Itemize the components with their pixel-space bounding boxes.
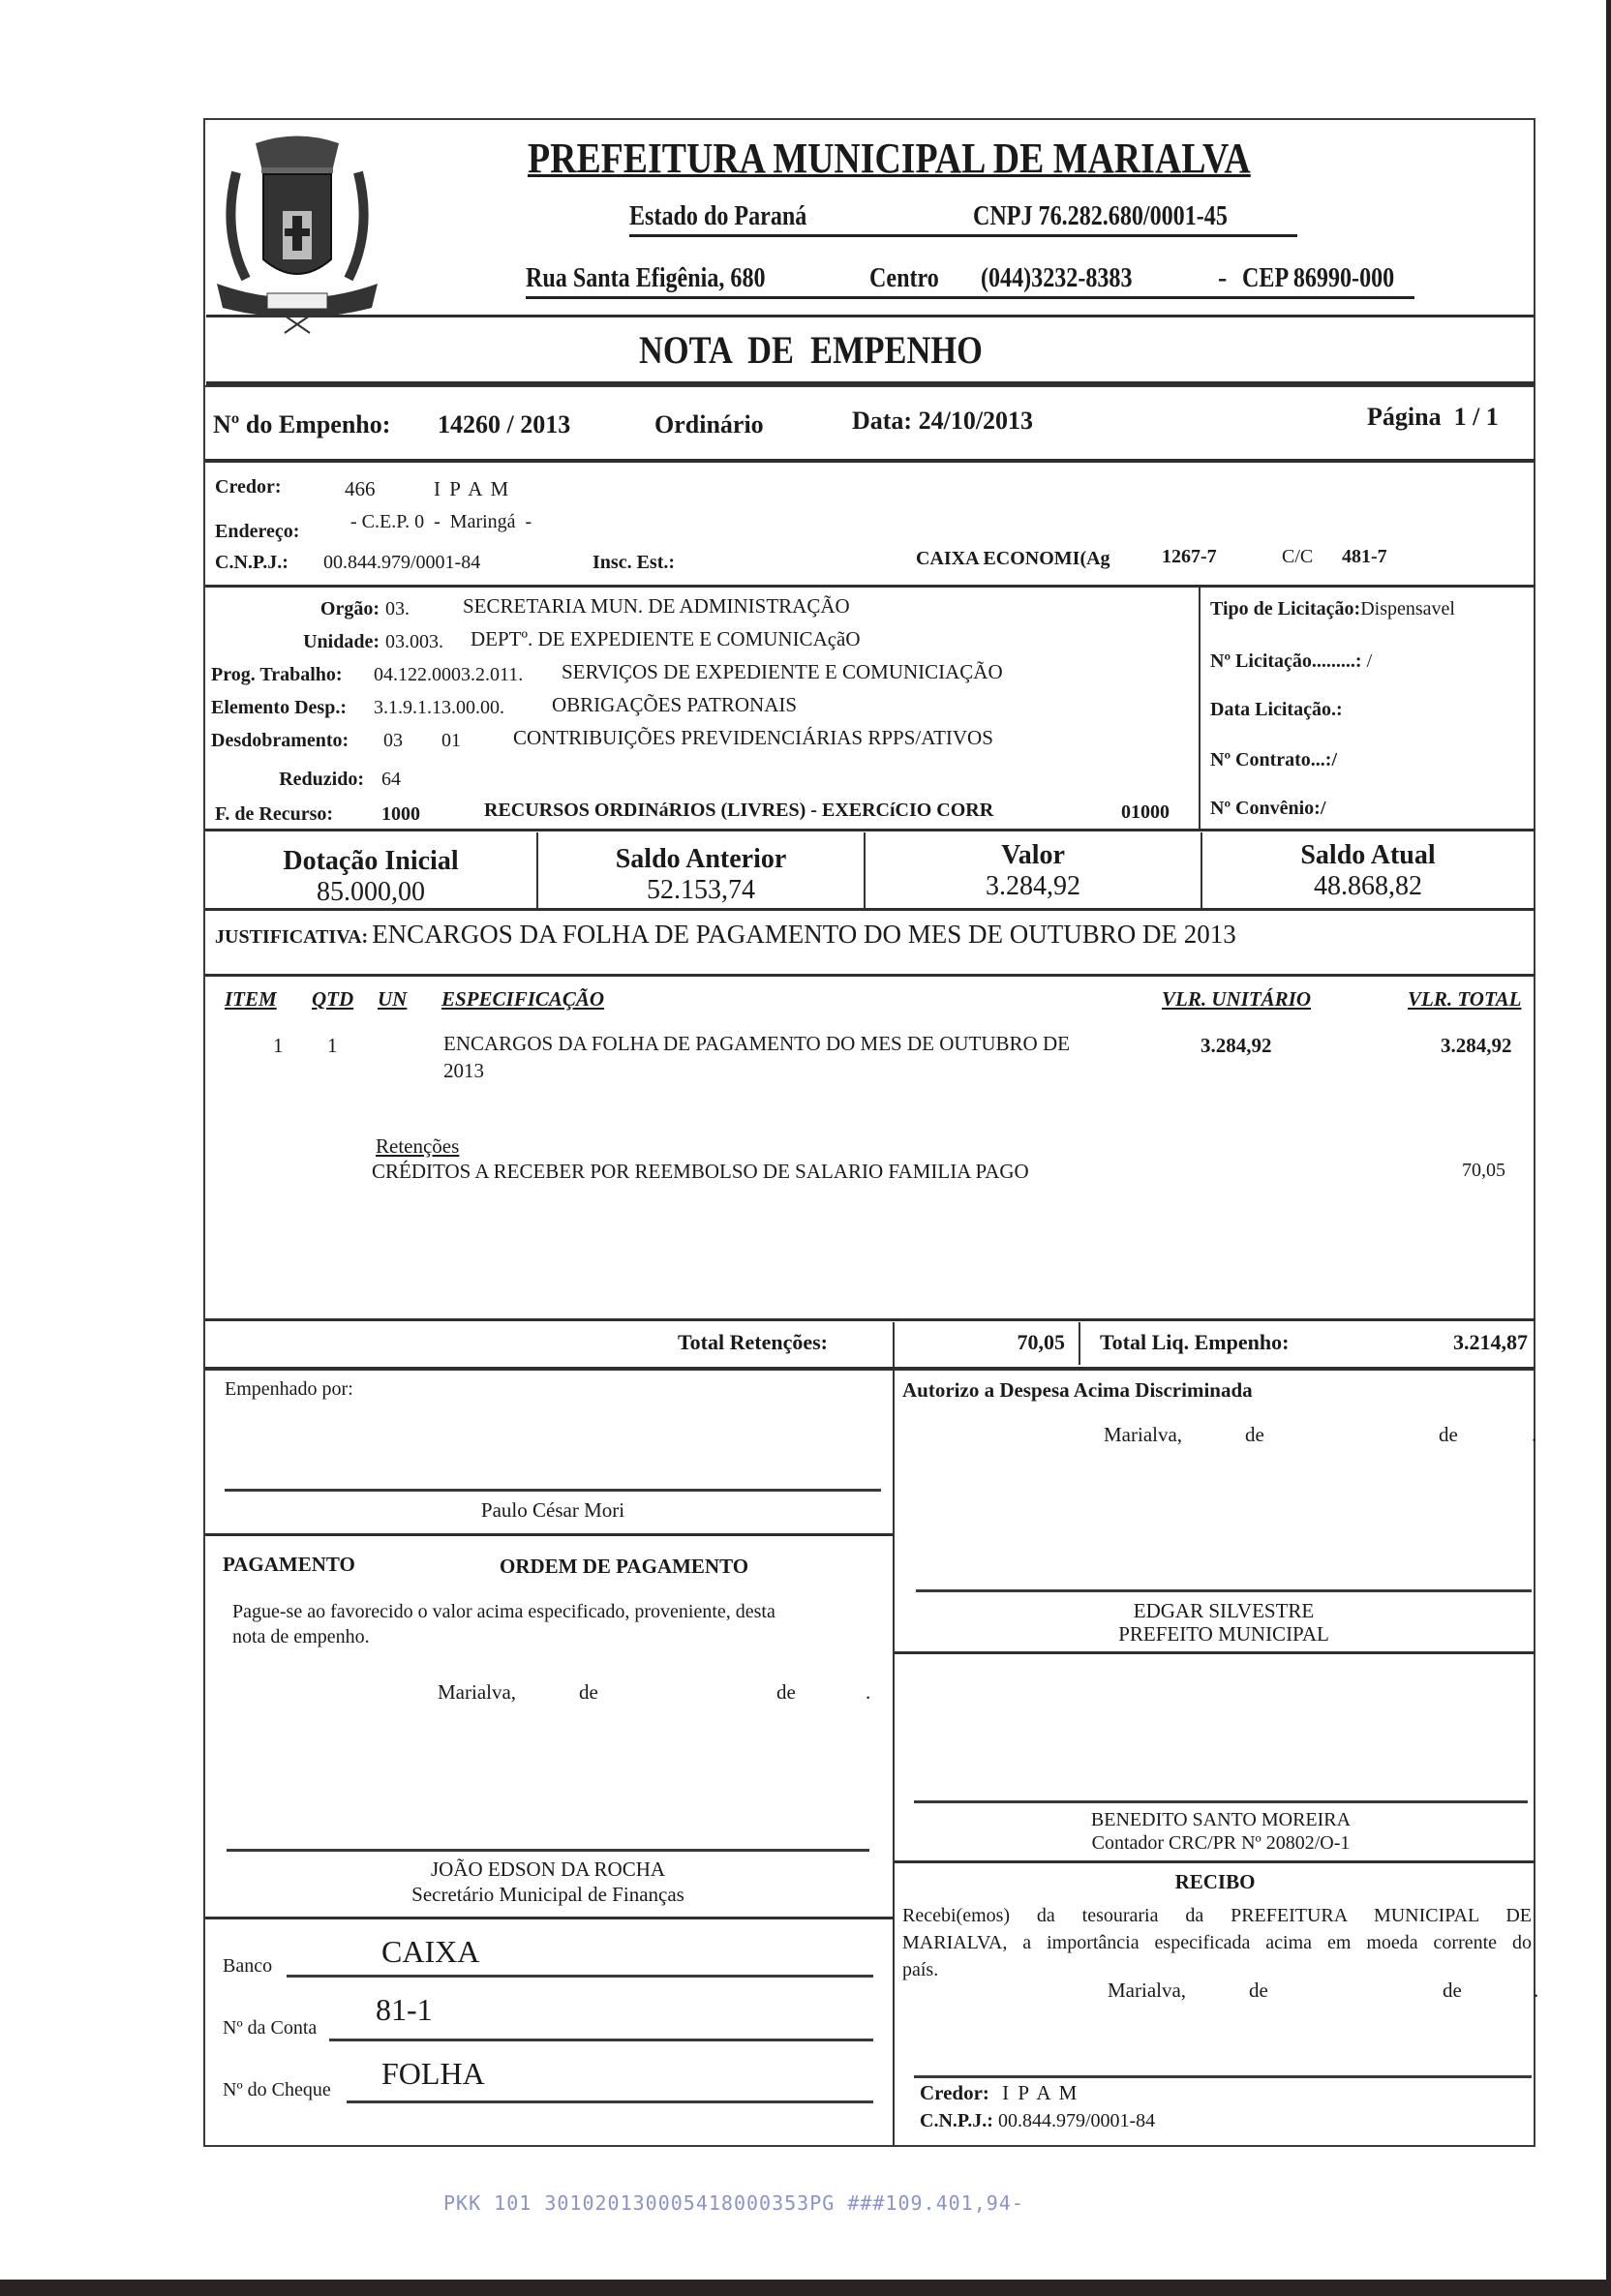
contador-block	[914, 1808, 1528, 1855]
recibo-text-1: Recebi(emos) da tesouraria da PREFEITURA MUNICIPAL DE	[902, 1905, 1532, 1926]
licitacao-numero	[1210, 650, 1372, 673]
recibo-credor-value: I P A M	[1002, 2081, 1079, 2104]
desdobramento-code1: 03	[383, 730, 403, 751]
coat-of-arms-logo	[207, 134, 387, 337]
item-unit-value: 3.284,92	[1201, 1034, 1272, 1057]
col-header-spec: ESPECIFICAÇÃO	[441, 987, 605, 1011]
endereco-label: Endereço:	[215, 521, 300, 542]
recurso-code2: 01000	[1121, 801, 1170, 823]
recurso-code: 1000	[381, 803, 420, 825]
empenho-date	[852, 407, 1033, 436]
contador-role: Contador CRC/PR Nº 20802/O-1	[1091, 1832, 1351, 1854]
cnpj-label: C.N.P.J.:	[215, 552, 289, 573]
balance-value: 52.153,74	[647, 875, 755, 905]
totals-divider-2	[1079, 1322, 1080, 1365]
justificativa-text: ENCARGOS DA FOLHA DE PAGAMENTO DO MES DE OUTUBRO DE 2013	[372, 920, 1236, 949]
coat-of-arms-icon	[207, 134, 387, 337]
justificativa-label: JUSTIFICATIVA:	[215, 926, 369, 948]
prefeito-block	[916, 1599, 1532, 1646]
cep-text: CEP 86990-000	[1242, 263, 1395, 293]
banco-field-line	[287, 1975, 873, 1978]
total-retencoes-value: 70,05	[1017, 1330, 1065, 1354]
balance-saldo-anterior	[538, 844, 864, 906]
retencao-value: 70,05	[1462, 1160, 1505, 1181]
date-place: Marialva,	[1104, 1423, 1183, 1446]
org-title	[528, 134, 1368, 183]
licitacao-contrato	[1210, 749, 1337, 771]
recibo-cnpj	[920, 2110, 1155, 2132]
orgao-code: 03.	[385, 598, 410, 619]
contrato-value: /	[1331, 749, 1338, 770]
contador-signature-line[interactable]	[914, 1800, 1528, 1803]
recibo-cnpj-value: 00.844.979/0001-84	[997, 2110, 1156, 2131]
col-header-total: VLR. TOTAL	[1408, 987, 1522, 1011]
autorizo-label: Autorizo a Despesa Acima Discriminada	[902, 1378, 1253, 1402]
prog-label: Prog. Trabalho:	[211, 664, 343, 685]
district-text: Centro	[869, 263, 939, 293]
licitacao-convenio	[1210, 798, 1325, 820]
secretario-role: Secretário Municipal de Finanças	[411, 1883, 684, 1906]
empenho-number: 14260 / 2013	[438, 410, 571, 438]
prefeito-name: EDGAR SILVESTRE	[1133, 1599, 1315, 1622]
recurso-label: F. de Recurso:	[215, 803, 334, 825]
balance-label: Valor	[1001, 840, 1065, 870]
item-number: 1	[273, 1034, 284, 1057]
balance-value: 85.000,00	[317, 877, 425, 907]
date-period: .	[1532, 1423, 1537, 1446]
licitacao-numero-label: Nº Licitação.........:	[1210, 650, 1362, 672]
licitacao-tipo-value: Dispensavel	[1360, 598, 1455, 619]
empenho-type: Ordinário	[654, 410, 764, 438]
address-text: Rua Santa Efigênia, 680	[526, 263, 766, 293]
balance-label: Saldo Atual	[1300, 840, 1436, 870]
scan-edge-bottom	[0, 2280, 1611, 2296]
scan-edge-right	[1606, 0, 1611, 2296]
separator-dash: -	[1218, 263, 1228, 293]
bank-authentication-stamp: PKK 101 301020130005418000353PG ###109.401,94-	[443, 2191, 1024, 2215]
date-de-1: de	[579, 1680, 598, 1704]
licitacao-tipo	[1210, 598, 1455, 620]
address-line	[526, 263, 1414, 299]
elemento-code: 3.1.9.1.13.00.00.	[374, 697, 504, 718]
balance-dotacao	[205, 846, 536, 908]
recibo-text-2: MARIALVA, a importância especificada acima em moeda corrente do	[902, 1932, 1532, 1953]
balance-label: Saldo Anterior	[615, 844, 787, 874]
autorizo-date-line	[1104, 1423, 1539, 1452]
doc-title-text: NOTA DE EMPENHO	[639, 328, 983, 372]
state-text: Estado do Paraná	[629, 201, 807, 231]
secretario-name: JOÃO EDSON DA ROCHA	[430, 1858, 666, 1881]
col-header-unit: VLR. UNITÁRIO	[1162, 987, 1312, 1011]
date-de-2: de	[776, 1680, 796, 1704]
balance-value: 48.868,82	[1314, 871, 1422, 901]
orgao-desc: SECRETARIA MUN. DE ADMINISTRAÇÃO	[463, 594, 850, 618]
contador-divider	[895, 1860, 1535, 1863]
retencao-desc: CRÉDITOS A RECEBER POR REEMBOLSO DE SALARIO FAMILIA PAGO	[372, 1160, 1029, 1183]
balance-value: 3.284,92	[986, 871, 1080, 901]
date-value: 24/10/2013	[918, 407, 1034, 435]
item-qtd: 1	[327, 1034, 338, 1057]
conta-value[interactable]: 81-1	[376, 1992, 433, 2027]
unidade-desc: DEPTº. DE EXPEDIENTE E COMUNICAçãO	[471, 627, 861, 650]
desdobramento-desc: CONTRIBUIÇÕES PREVIDENCIÁRIAS RPPS/ATIVOS	[513, 726, 993, 749]
recibo-credor-label: Credor:	[920, 2081, 989, 2104]
empenho-number-label: Nº do Empenho:	[213, 410, 391, 438]
pagamento-text-2: nota de empenho.	[232, 1626, 370, 1647]
signatures-center-divider	[893, 1369, 895, 2147]
doc-title	[639, 327, 1039, 373]
col-header-qtd: QTD	[312, 987, 354, 1011]
recibo-cnpj-label: C.N.P.J.:	[920, 2110, 993, 2131]
empenhado-name: Paulo César Mori	[480, 1498, 625, 1522]
conta-label: Nº da Conta	[223, 2017, 318, 2039]
signatures-box	[203, 1369, 1535, 2147]
credor-code: 466	[345, 477, 376, 500]
date-place: Marialva,	[438, 1680, 517, 1704]
item-total-value: 3.284,92	[1441, 1034, 1512, 1057]
recibo-title: RECIBO	[1174, 1870, 1256, 1893]
balance-label: Dotação Inicial	[283, 846, 459, 876]
header-divider	[206, 315, 1535, 317]
conta-field-line	[329, 2039, 873, 2041]
contrato-label: Nº Contrato...:	[1210, 749, 1332, 770]
banco-label: Banco	[223, 1955, 273, 1977]
date-de-2: de	[1439, 1423, 1458, 1446]
col-header-item: ITEM	[225, 987, 277, 1011]
totals-box	[203, 1320, 1535, 1371]
licitacao-data-label: Data Licitação.:	[1210, 699, 1343, 720]
reduzido-value: 64	[381, 769, 401, 790]
cnpj-text: CNPJ 76.282.680/0001-45	[973, 201, 1228, 231]
secretario-block	[227, 1857, 869, 1907]
table-row	[205, 1030, 1535, 1088]
unidade-label: Unidade:	[303, 631, 380, 652]
endereco-value: - C.E.P. 0 - Maringá -	[350, 511, 532, 532]
date-de-1: de	[1245, 1423, 1264, 1446]
totals-divider-1	[893, 1322, 895, 1371]
date-place: Marialva,	[1108, 1979, 1187, 2002]
date-label: Data:	[852, 407, 913, 435]
item-spec-line1: ENCARGOS DA FOLHA DE PAGAMENTO DO MES DE OUTUBRO DE	[443, 1032, 1070, 1055]
phone-text: (044)3232-8383	[981, 263, 1133, 293]
desdobramento-label: Desdobramento:	[211, 730, 350, 751]
unidade-code: 03.003.	[385, 631, 443, 652]
justificativa	[215, 920, 1236, 950]
page-value: 1 / 1	[1453, 403, 1499, 431]
cheque-label: Nº do Cheque	[223, 2079, 331, 2100]
banco-value[interactable]: CAIXA	[381, 1934, 480, 1969]
elemento-desc: OBRIGAÇÕES PATRONAIS	[552, 693, 798, 716]
credor-name: I P A M	[434, 477, 511, 500]
recibo-signature-line[interactable]	[914, 2075, 1532, 2078]
cc-value: 481-7	[1342, 546, 1387, 567]
date-de-1: de	[1249, 1979, 1268, 2002]
credor-cnpj: 00.844.979/0001-84	[323, 552, 481, 573]
orgao-label: Orgão:	[319, 598, 380, 619]
prefeito-signature-line[interactable]	[916, 1589, 1532, 1592]
empenhado-label: Empenhado por:	[225, 1378, 353, 1400]
item-spec-line2: 2013	[443, 1059, 484, 1082]
licitacao-tipo-label: Tipo de Licitação:	[1210, 598, 1361, 619]
total-liquido-label: Total Liq. Empenho:	[1100, 1330, 1290, 1354]
empenhado-signature-line[interactable]	[225, 1489, 881, 1492]
insc-est-label: Insc. Est.:	[593, 552, 676, 573]
secretario-signature-line[interactable]	[227, 1849, 869, 1852]
total-retencoes-label: Total Retenções:	[678, 1330, 828, 1354]
recibo-text-3: país.	[902, 1959, 939, 1980]
contador-name: BENEDITO SANTO MOREIRA	[1090, 1809, 1352, 1830]
licitacao-numero-value: /	[1366, 650, 1373, 672]
prefeito-divider	[895, 1651, 1535, 1654]
cheque-value[interactable]: FOLHA	[381, 2056, 485, 2091]
ordem-pagamento-title: ORDEM DE PAGAMENTO	[500, 1555, 749, 1578]
balance-valor	[866, 840, 1201, 902]
recibo-credor	[920, 2081, 1079, 2105]
desdobramento-code2: 01	[441, 730, 461, 751]
licitacao-divider	[1199, 587, 1201, 831]
total-liquido-value: 3.214,87	[1453, 1330, 1528, 1354]
retencoes-title: Retenções	[376, 1134, 460, 1158]
recurso-desc: RECURSOS ORDINáRIOS (LIVRES) - EXERCíCIO CORR	[484, 800, 994, 821]
bank-agency: 1267-7	[1162, 546, 1217, 567]
prefeito-role: PREFEITO MUNICIPAL	[1118, 1622, 1329, 1646]
bank-name: CAIXA ECONOMI(Ag	[916, 548, 1110, 569]
date-period: .	[1534, 1979, 1539, 2002]
pagamento-text-1: Pague-se ao favorecido o valor acima especificado, proveniente, desta	[232, 1601, 775, 1622]
prog-code: 04.122.0003.2.011.	[374, 664, 524, 685]
org-title-text: PREFEITURA MUNICIPAL DE MARIALVA	[528, 135, 1251, 182]
credor-label: Credor:	[215, 476, 282, 498]
date-de-2: de	[1443, 1979, 1462, 2002]
balance-saldo-atual	[1202, 840, 1534, 902]
prog-desc: SERVIÇOS DE EXPEDIENTE E COMUNICIAÇÃO	[562, 660, 1003, 683]
cheque-field-line	[347, 2100, 873, 2103]
pagamento-date-line	[438, 1680, 883, 1709]
date-period: .	[866, 1680, 871, 1704]
convenio-label: Nº Convênio:	[1210, 798, 1321, 819]
recibo-date-line	[1108, 1979, 1543, 2008]
secretario-divider	[205, 1917, 893, 1919]
elemento-label: Elemento Desp.:	[211, 697, 347, 718]
cc-label: C/C	[1282, 546, 1314, 567]
col-header-un: UN	[378, 987, 408, 1011]
empenhado-divider	[205, 1533, 893, 1536]
reduzido-label: Reduzido:	[279, 769, 364, 790]
pagamento-label: PAGAMENTO	[223, 1553, 355, 1576]
page-indicator	[1367, 403, 1499, 432]
page-label: Página	[1367, 403, 1442, 431]
convenio-value: /	[1320, 798, 1326, 819]
state-line	[629, 201, 1297, 237]
